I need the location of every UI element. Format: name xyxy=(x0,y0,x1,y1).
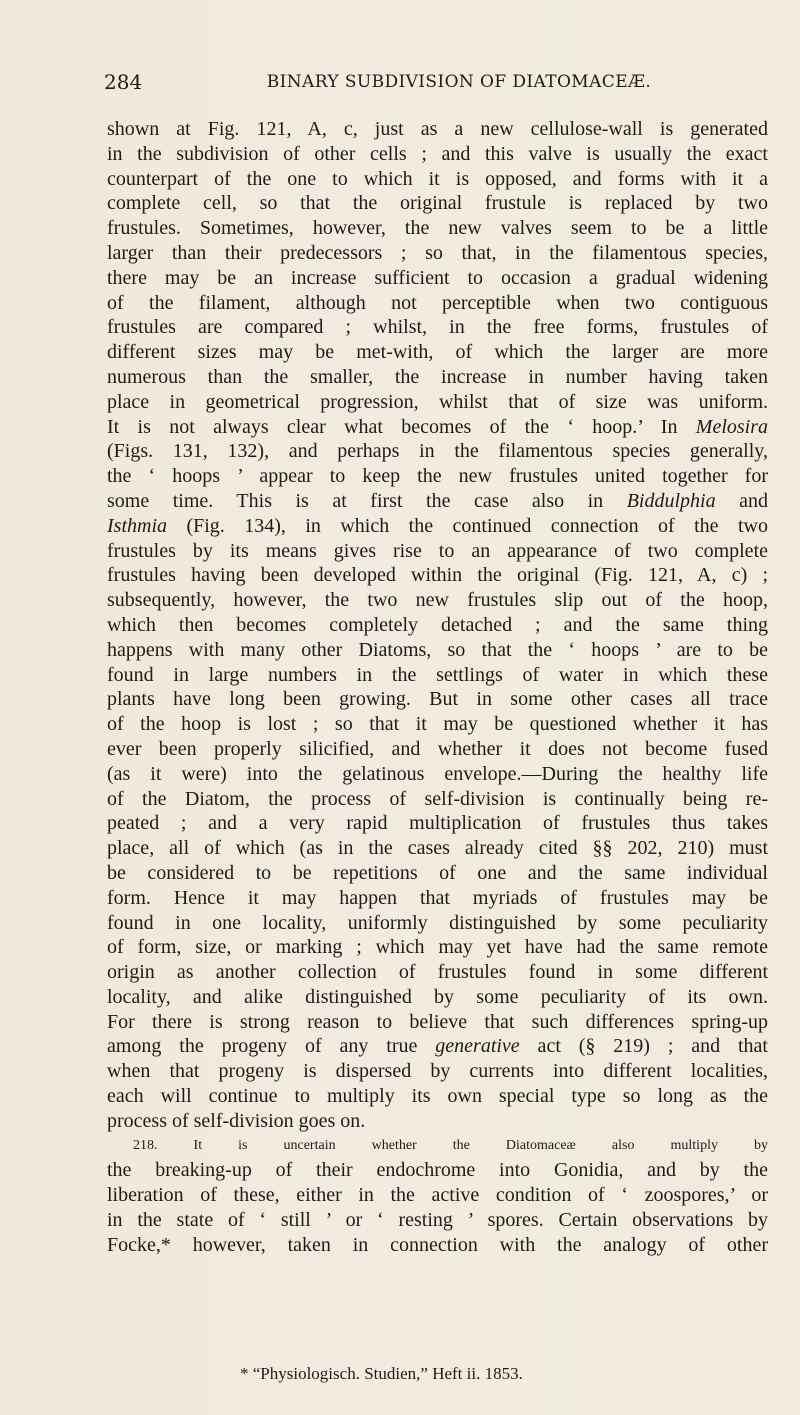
text-line: (as it were) into the gelatinous envelope.—During the healthy life xyxy=(107,762,768,785)
text-line: larger than their predecessors ; so that, in the filamentous species, xyxy=(107,241,768,264)
text-line: be considered to be repetitions of one and the same individual xyxy=(107,861,768,884)
text-line: which then becomes completely detached ; and the same thing xyxy=(107,613,768,636)
text-line: frustules by its means gives rise to an appearance of two complete xyxy=(107,539,768,562)
text-line: in the state of ‘ still ’ or ‘ resting ’ spores. Certain observations by xyxy=(107,1209,768,1232)
text-line: each will continue to multiply its own special type so long as the xyxy=(107,1085,768,1108)
text-line: found in large numbers in the settlings of water in which these xyxy=(107,663,768,686)
text-line: some time. This is at first the case also in Biddulphia and xyxy=(107,489,768,512)
text-line: locality, and alike distinguished by some peculiarity of its own. xyxy=(107,985,768,1008)
text-line: counterpart of the one to which it is opposed, and forms with it a xyxy=(107,167,768,190)
text-line: happens with many other Diatoms, so that the ‘ hoops ’ are to be xyxy=(107,638,768,661)
text-line: the breaking-up of their endochrome into Gonidia, and by the xyxy=(107,1159,768,1182)
text-line: Focke,* however, taken in connection with the analogy of other xyxy=(107,1233,768,1256)
body-text xyxy=(107,117,768,1258)
text-line: plants have long been growing. But in some other cases all trace xyxy=(107,688,768,711)
text-line: frustules. Sometimes, however, the new valves seem to be a little xyxy=(107,217,768,240)
text-line: frustules having been developed within the original (Fig. 121, A, c) ; xyxy=(107,564,768,587)
footnote: * “Physiologisch. Studien,” Heft ii. 1853. xyxy=(240,1364,523,1383)
text-line: of the Diatom, the process of self-division is continually being re- xyxy=(107,787,768,810)
text-line: the ‘ hoops ’ appear to keep the new frustules united together for xyxy=(107,465,768,488)
text-line: place in geometrical progression, whilst that of size was uniform. xyxy=(107,390,768,413)
text-line: Isthmia (Fig. 134), in which the continued connection of the two xyxy=(107,514,768,537)
text-line: 218. It is uncertain whether the Diatomaceæ also multiply by xyxy=(133,1137,768,1153)
text-line: For there is strong reason to believe that such differences spring-up xyxy=(107,1010,768,1033)
text-line: liberation of these, either in the active condition of ‘ zoospores,’ or xyxy=(107,1184,768,1207)
text-line: numerous than the smaller, the increase in number having taken xyxy=(107,365,768,388)
page-header xyxy=(104,70,764,100)
text-line: there may be an increase sufficient to occasion a gradual widening xyxy=(107,266,768,289)
text-line: frustules are compared ; whilst, in the free forms, frustules of xyxy=(107,316,768,339)
text-line: when that progeny is dispersed by currents into different localities, xyxy=(107,1060,768,1083)
running-head: BINARY SUBDIVISION OF DIATOMACEÆ. xyxy=(266,72,652,92)
text-line: found in one locality, uniformly distinguished by some peculiarity xyxy=(107,911,768,934)
text-line: among the progeny of any true generative act (§ 219) ; and that xyxy=(107,1035,768,1058)
text-line: different sizes may be met-with, of which the larger are more xyxy=(107,341,768,364)
page-number: 284 xyxy=(104,70,143,94)
text-line: in the subdivision of other cells ; and this valve is usually the exact xyxy=(107,142,768,165)
text-line: ever been properly silicified, and whether it does not become fused xyxy=(107,737,768,760)
text-line: subsequently, however, the two new frustules slip out of the hoop, xyxy=(107,589,768,612)
text-line: origin as another collection of frustules found in some different xyxy=(107,961,768,984)
text-line: (Figs. 131, 132), and perhaps in the filamentous species generally, xyxy=(107,440,768,463)
text-line: of form, size, or marking ; which may yet have had the same remote xyxy=(107,936,768,959)
text-line: place, all of which (as in the cases already cited §§ 202, 210) must xyxy=(107,837,768,860)
text-line: complete cell, so that the original frustule is replaced by two xyxy=(107,192,768,215)
text-line: form. Hence it may happen that myriads of frustules may be xyxy=(107,886,768,909)
text-line: process of self-division goes on. xyxy=(107,1109,366,1132)
text-line: of the filament, although not perceptible when two contiguous xyxy=(107,291,768,314)
text-line: peated ; and a very rapid multiplication of frustules thus takes xyxy=(107,812,768,835)
text-line: It is not always clear what becomes of the ‘ hoop.’ In Melosira xyxy=(107,415,768,438)
text-line: of the hoop is lost ; so that it may be questioned whether it has xyxy=(107,713,768,736)
text-line: shown at Fig. 121, A, c, just as a new cellulose-wall is generated xyxy=(107,118,768,140)
